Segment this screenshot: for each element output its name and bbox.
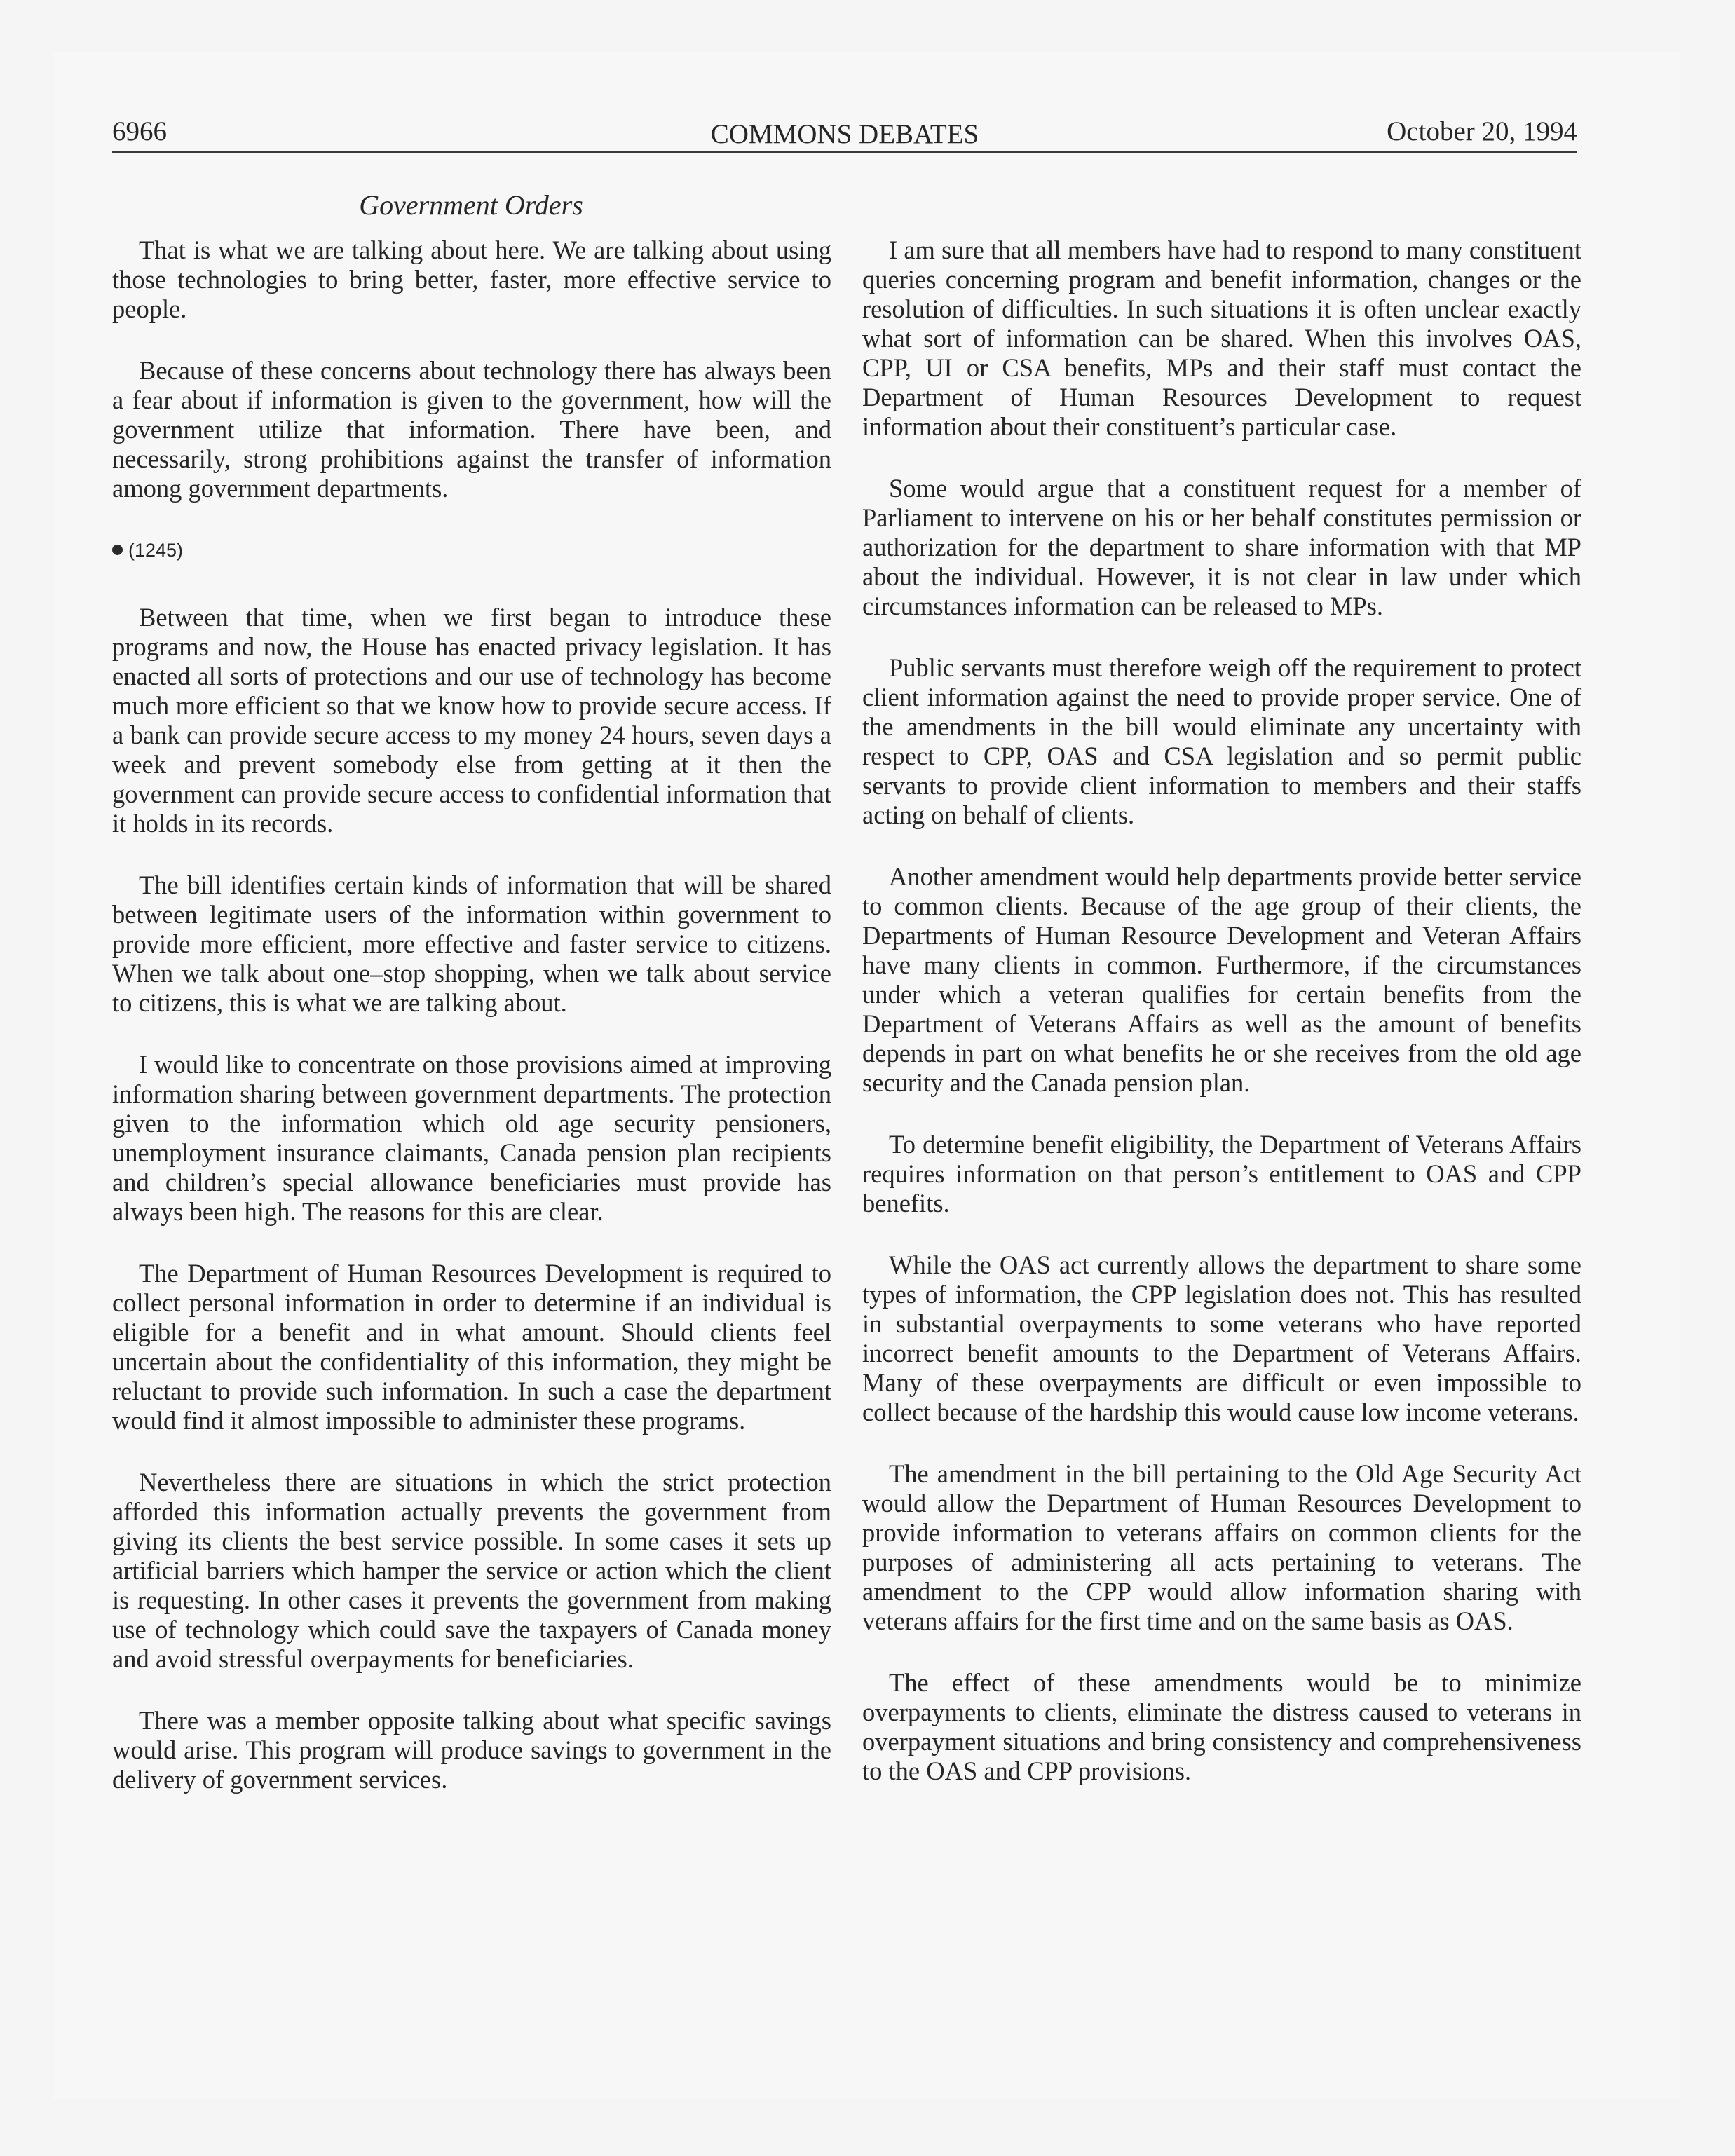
left-column	[112, 236, 831, 1827]
right-column	[862, 236, 1581, 1818]
paragraph: Nevertheless there are situations in which the strict protection afforded this information actually prevents the government from giving its clients the best service possible. In some cases it sets up artificial barriers which hamper the service or action which the client is requesting. In other cases it prevents the government from making use of technology which could save the taxpayers of Canada money and avoid stressful overpayments for beneficiaries.	[112, 1468, 831, 1673]
journal-title: COMMONS DEBATES	[710, 119, 979, 149]
paragraph: There was a member opposite talking about what specific savings would arise. This program will produce savings to government in the delivery of government services.	[112, 1706, 831, 1794]
bullet-dot-icon	[112, 545, 123, 555]
page-number: 6966	[112, 116, 167, 146]
paragraph: Some would argue that a constituent request for a member of Parliament to intervene on his or her behalf constitutes permission or authorization for the department to share information with that MP about the individual. However, it is not clear in law under which circumstances information can be released to MPs.	[862, 474, 1581, 620]
time-marker-label: (1245)	[128, 540, 184, 561]
paragraph: Between that time, when we first began to introduce these programs and now, the House has enacted privacy legislation. It has enacted all sorts of protections and our use of technology has become much more efficient so that we know how to provide secure access. If a bank can provide secure access to my money 24 hours, seven days a week and prevent somebody else from getting at it then the government can provide secure access to confidential information that it holds in its records.	[112, 603, 831, 838]
paragraph: I am sure that all members have had to respond to many constituent queries concerning program and benefit information, changes or the resolution of difficulties. In such situations it is often unclear exactly what sort of information can be shared. When this involves OAS, CPP, UI or CSA benefits, MPs and their staff must contact the Department of Human Resources Development to request information about their constituent’s particular case.	[862, 236, 1581, 441]
paragraph: The effect of these amendments would be to minimize overpayments to clients, eliminate the distress caused to veterans in overpayment situations and bring consistency and comprehensiveness to the OAS and CPP provisions.	[862, 1668, 1581, 1785]
paragraph: Public servants must therefore weigh off the requirement to protect client information against the need to provide proper service. One of the amendments in the bill would eliminate any uncertainty with respect to CPP, OAS and CSA legislation and so permit public servants to provide client information to members and their staffs acting on behalf of clients.	[862, 653, 1581, 829]
paragraph: That is what we are talking about here. We are talking about using those technologies to bring better, faster, more effective service to people.	[112, 236, 831, 323]
paragraph: Because of these concerns about technology there has always been a fear about if information is given to the government, how will the government utilize that information. There have been, and necessarily, strong prohibitions against the transfer of information among government departments.	[112, 356, 831, 503]
page-date: October 20, 1994	[1387, 116, 1577, 146]
paragraph: I would like to concentrate on those provisions aimed at improving information sharing between government departments. The protection given to the information which old age security pensioners, unemployment insurance claimants, Canada pension plan recipients and children’s special allowance beneficiaries must provide has always been high. The reasons for this are clear.	[112, 1050, 831, 1226]
paragraph: To determine benefit eligibility, the Department of Veterans Affairs requires information on that person’s entitlement to OAS and CPP benefits.	[862, 1130, 1581, 1217]
paragraph: The Department of Human Resources Development is required to collect personal information in order to determine if an individual is eligible for a benefit and in what amount. Should clients feel uncertain about the confidentiality of this information, they might be reluctant to provide such information. In such a case the department would find it almost impossible to administer these programs.	[112, 1259, 831, 1435]
page-header	[112, 116, 1577, 156]
section-title: Government Orders	[359, 189, 583, 221]
header-rule	[112, 151, 1577, 153]
time-marker	[112, 535, 831, 565]
paragraph: The amendment in the bill pertaining to the Old Age Security Act would allow the Department of Human Resources Development to provide information to veterans affairs on common clients for the purposes of administering all acts pertaining to veterans. The amendment to the CPP would allow information sharing with veterans affairs for the first time and on the same basis as OAS.	[862, 1459, 1581, 1635]
paragraph: The bill identifies certain kinds of information that will be shared between legitimate users of the information within government to provide more efficient, more effective and faster service to citizens. When we talk about one–stop shopping, when we talk about service to citizens, this is what we are talking about.	[112, 871, 831, 1017]
paragraph: Another amendment would help departments provide better service to common clients. Because of the age group of their clients, the Departments of Human Resource Development and Veteran Affairs have many clients in common. Furthermore, if the circumstances under which a veteran qualifies for certain benefits from the Department of Veterans Affairs as well as the amount of benefits depends in part on what benefits he or she receives from the old age security and the Canada pension plan.	[862, 862, 1581, 1097]
paragraph: While the OAS act currently allows the department to share some types of information, the CPP legislation does not. This has resulted in substantial overpayments to some veterans who have reported incorrect benefit amounts to the Department of Veterans Affairs. Many of these overpayments are difficult or even impossible to collect because of the hardship this would cause low income veterans.	[862, 1250, 1581, 1426]
